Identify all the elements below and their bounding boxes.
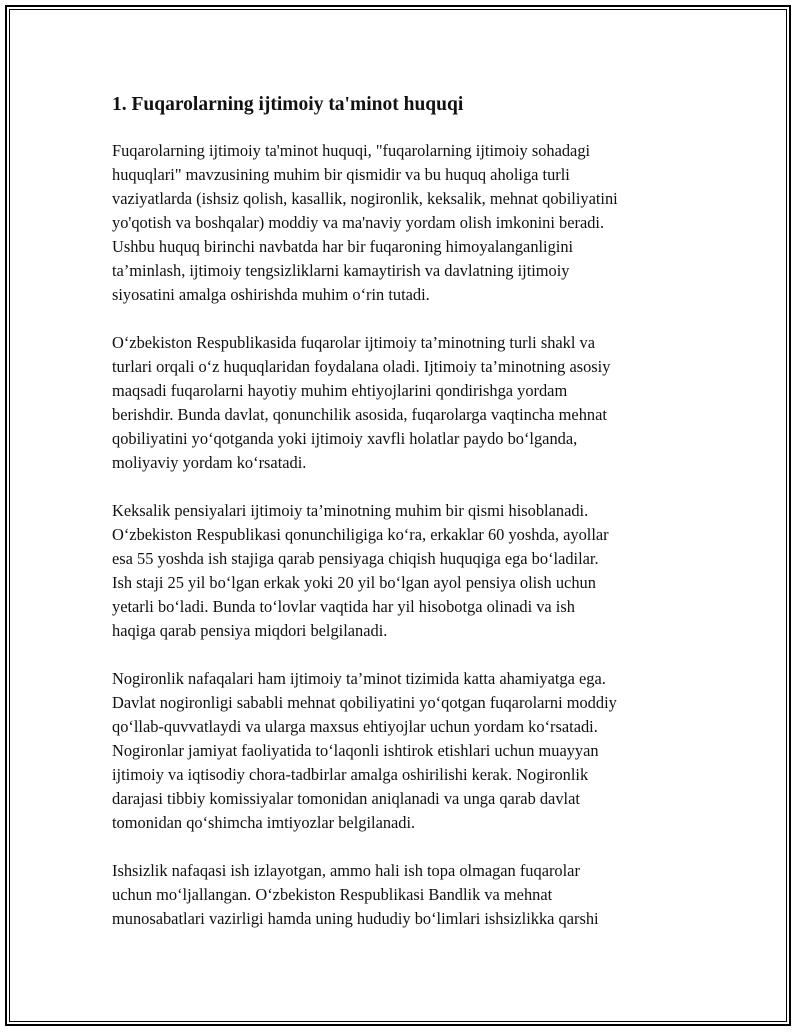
text-line: turlari orqali o‘z huquqlaridan foydalana oladi. Ijtimoiy ta’minotning asosiy [112, 357, 611, 376]
paragraph-1 [112, 139, 702, 307]
text-line: munosabatlari vazirligi hamda uning hududiy bo‘limlari ishsizlikka qarshi [112, 909, 599, 928]
text-line: qobiliyatini yo‘qotganda yoki ijtimoiy xavfli holatlar paydo bo‘lganda, [112, 429, 578, 448]
text-line: moliyaviy yordam ko‘rsatadi. [112, 453, 307, 472]
text-line: Keksalik pensiyalari ijtimoiy ta’minotning muhim bir qismi hisoblanadi. [112, 501, 589, 520]
paragraph-3 [112, 499, 702, 643]
paragraph-2 [112, 331, 702, 475]
text-line: O‘zbekiston Respublikasida fuqarolar ijtimoiy ta’minotning turli shakl va [112, 333, 595, 352]
text-line: Nogironlik nafaqalari ham ijtimoiy ta’minot tizimida katta ahamiyatga ega. [112, 669, 606, 688]
text-line: yetarli bo‘ladi. Bunda to‘lovlar vaqtida har yil hisobotga olinadi va ish [112, 597, 575, 616]
paragraph-5 [112, 859, 702, 931]
text-line: Ishsizlik nafaqasi ish izlayotgan, ammo hali ish topa olmagan fuqarolar [112, 861, 580, 880]
text-line: Davlat nogironligi sababli mehnat qobiliyatini yo‘qotgan fuqarolarni moddiy [112, 693, 617, 712]
paragraph-4 [112, 667, 702, 835]
text-line: huquqlari" mavzusining muhim bir qismidir va bu huquq aholiga turli [112, 165, 570, 184]
text-line: ijtimoiy va iqtisodiy chora-tadbirlar amalga oshirilishi kerak. Nogironlik [112, 765, 589, 784]
text-line: darajasi tibbiy komissiyalar tomonidan aniqlanadi va unga qarab davlat [112, 789, 580, 808]
section-heading: 1. Fuqarolarning ijtimoiy ta'minot huquqi [112, 94, 464, 115]
text-line: qo‘llab-quvvatlaydi va ularga maxsus ehtiyojlar uchun yordam ko‘rsatadi. [112, 717, 598, 736]
text-line: Ushbu huquq birinchi navbatda har bir fuqaroning himoyalanganligini [112, 237, 574, 256]
text-line: yo'qotish va boshqalar) moddiy va ma'naviy yordam olish imkonini beradi. [112, 213, 605, 232]
text-line: ta’minlash, ijtimoiy tengsizliklarni kamaytirish va davlatning ijtimoiy [112, 261, 570, 280]
document-body [112, 92, 702, 955]
text-line: tomonidan qo‘shimcha imtiyozlar belgilanadi. [112, 813, 416, 832]
text-line: vaziyatlarda (ishsiz qolish, kasallik, nogironlik, keksalik, mehnat qobiliyatini [112, 189, 618, 208]
text-line: siyosatini amalga oshirishda muhim o‘rin tutadi. [112, 285, 430, 304]
text-line: maqsadi fuqarolarni hayotiy muhim ehtiyojlarini qondirishga yordam [112, 381, 568, 400]
text-line: Ish staji 25 yil bo‘lgan erkak yoki 20 yil bo‘lgan ayol pensiya olish uchun [112, 573, 596, 592]
text-line: esa 55 yoshda ish stajiga qarab pensiyaga chiqish huquqiga ega bo‘ladilar. [112, 549, 599, 568]
text-line: Fuqarolarning ijtimoiy ta'minot huquqi, "fuqarolarning ijtimoiy sohadagi [112, 141, 591, 160]
text-line: O‘zbekiston Respublikasi qonunchiligiga ko‘ra, erkaklar 60 yoshda, ayollar [112, 525, 609, 544]
text-line: haqiga qarab pensiya miqdori belgilanadi. [112, 621, 388, 640]
text-line: Nogironlar jamiyat faoliyatida to‘laqonli ishtirok etishlari uchun muayyan [112, 741, 599, 760]
text-line: uchun mo‘ljallangan. O‘zbekiston Respublikasi Bandlik va mehnat [112, 885, 553, 904]
text-line: berishdir. Bunda davlat, qonunchilik asosida, fuqarolarga vaqtincha mehnat [112, 405, 607, 424]
